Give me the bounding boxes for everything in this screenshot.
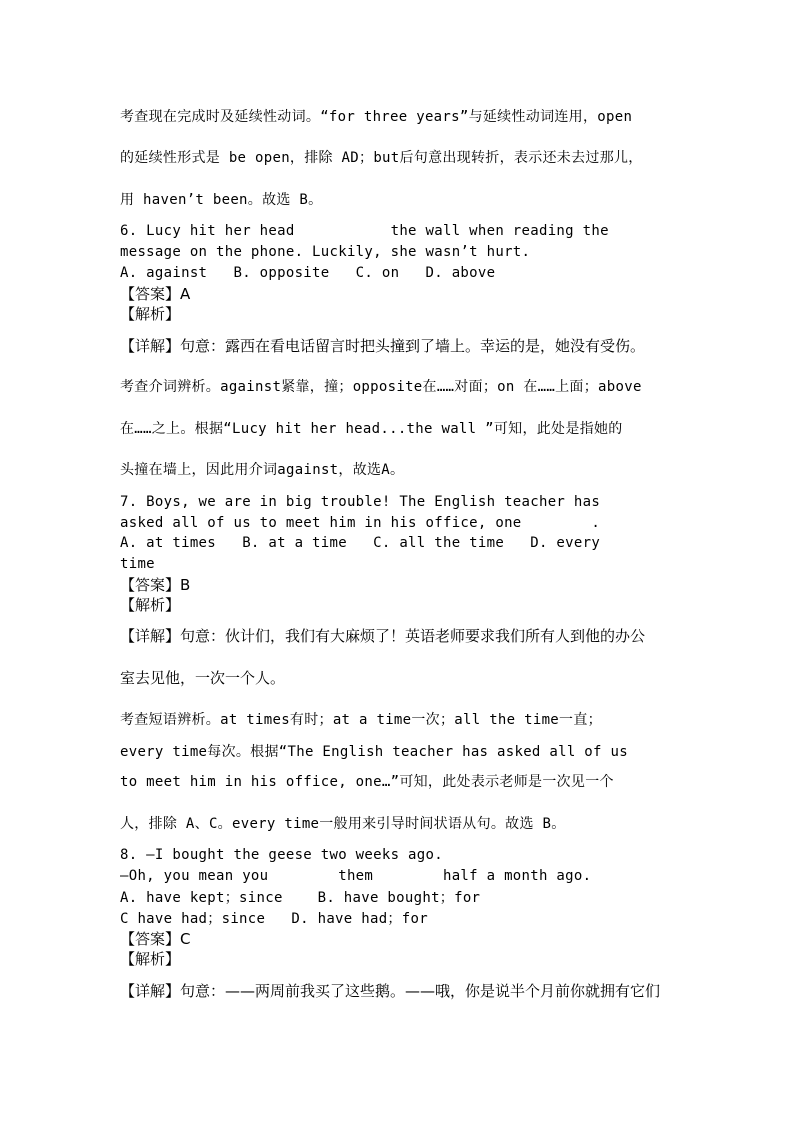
question-7-options-line-1: A. at times B. at a time C. all the time D. every [120,535,601,551]
question-7-answer: 【答案】B [120,576,191,594]
question-7-detail-line-2: 室去见他，一次一个人。 [120,669,286,687]
question-6-answer: 【答案】A [120,285,191,303]
question-7-detail-line-5: to meet him in his office, one…”可知，此处表示老师是一次见一个 [120,774,614,790]
question-7-detail-line-4: every time每次。根据“The English teacher has asked all of us [120,744,628,760]
question-6-detail-line-2: 考查介词辨析。against紧靠，撞；opposite在……对面；on 在……上面；above [120,379,642,395]
question-6-stem-line-2: message on the phone. Luckily, she wasn’t hurt. [120,244,531,260]
question-6-detail-line-4: 头撞在墙上，因此用介词against，故选A。 [120,462,405,478]
question-7-stem-line-1: 7. Boys, we are in big trouble! The English teacher has [120,494,601,510]
question-6-analysis-label: 【解析】 [120,305,181,323]
intro-line-3: 用 haven’t been。故选 B。 [120,192,323,208]
question-8-answer: 【答案】C [120,930,191,948]
question-8-options-line-2: C have had；since D. have had；for [120,911,428,927]
intro-line-2: 的延续性形式是 be open，排除 AD；but后句意出现转折，表示还未去过那儿， [120,150,643,166]
question-7-detail-line-1: 【详解】句意：伙计们，我们有大麻烦了！英语老师要求我们所有人到他的办公 [120,627,646,645]
question-6-options: A. against B. opposite C. on D. above [120,265,496,281]
question-6-detail-line-3: 在……之上。根据“Lucy hit her head...the wall ”可知，此处是指她的 [120,421,623,437]
question-8-options-line-1: A. have kept；since B. have bought；for [120,890,481,906]
question-8-stem-line-2: —Oh, you mean you them half a month ago. [120,868,592,884]
question-8-detail-line-1: 【详解】句意：——两周前我买了这些鹅。——哦，你是说半个月前你就拥有它们 [120,982,661,1000]
intro-line-1: 考查现在完成时及延续性动词。“for three years”与延续性动词连用，open [120,109,633,125]
question-8-analysis-label: 【解析】 [120,950,181,968]
question-7-analysis-label: 【解析】 [120,596,181,614]
question-7-detail-line-3: 考查短语辨析。at times有时；at a time一次；all the time一直； [120,712,602,728]
question-7-stem-line-2: asked all of us to meet him in his office, one . [120,515,601,531]
question-7-options-line-2: time [120,556,155,572]
question-6-stem-line-1: 6. Lucy hit her head the wall when reading the [120,223,609,239]
question-6-detail-line-1: 【详解】句意：露西在看电话留言时把头撞到了墙上。幸运的是，她没有受伤。 [120,337,646,355]
question-7-detail-line-6: 人，排除 A、C。every time一般用来引导时间状语从句。故选 B。 [120,816,566,832]
question-8-stem-line-1: 8. —I bought the geese two weeks ago. [120,847,443,863]
